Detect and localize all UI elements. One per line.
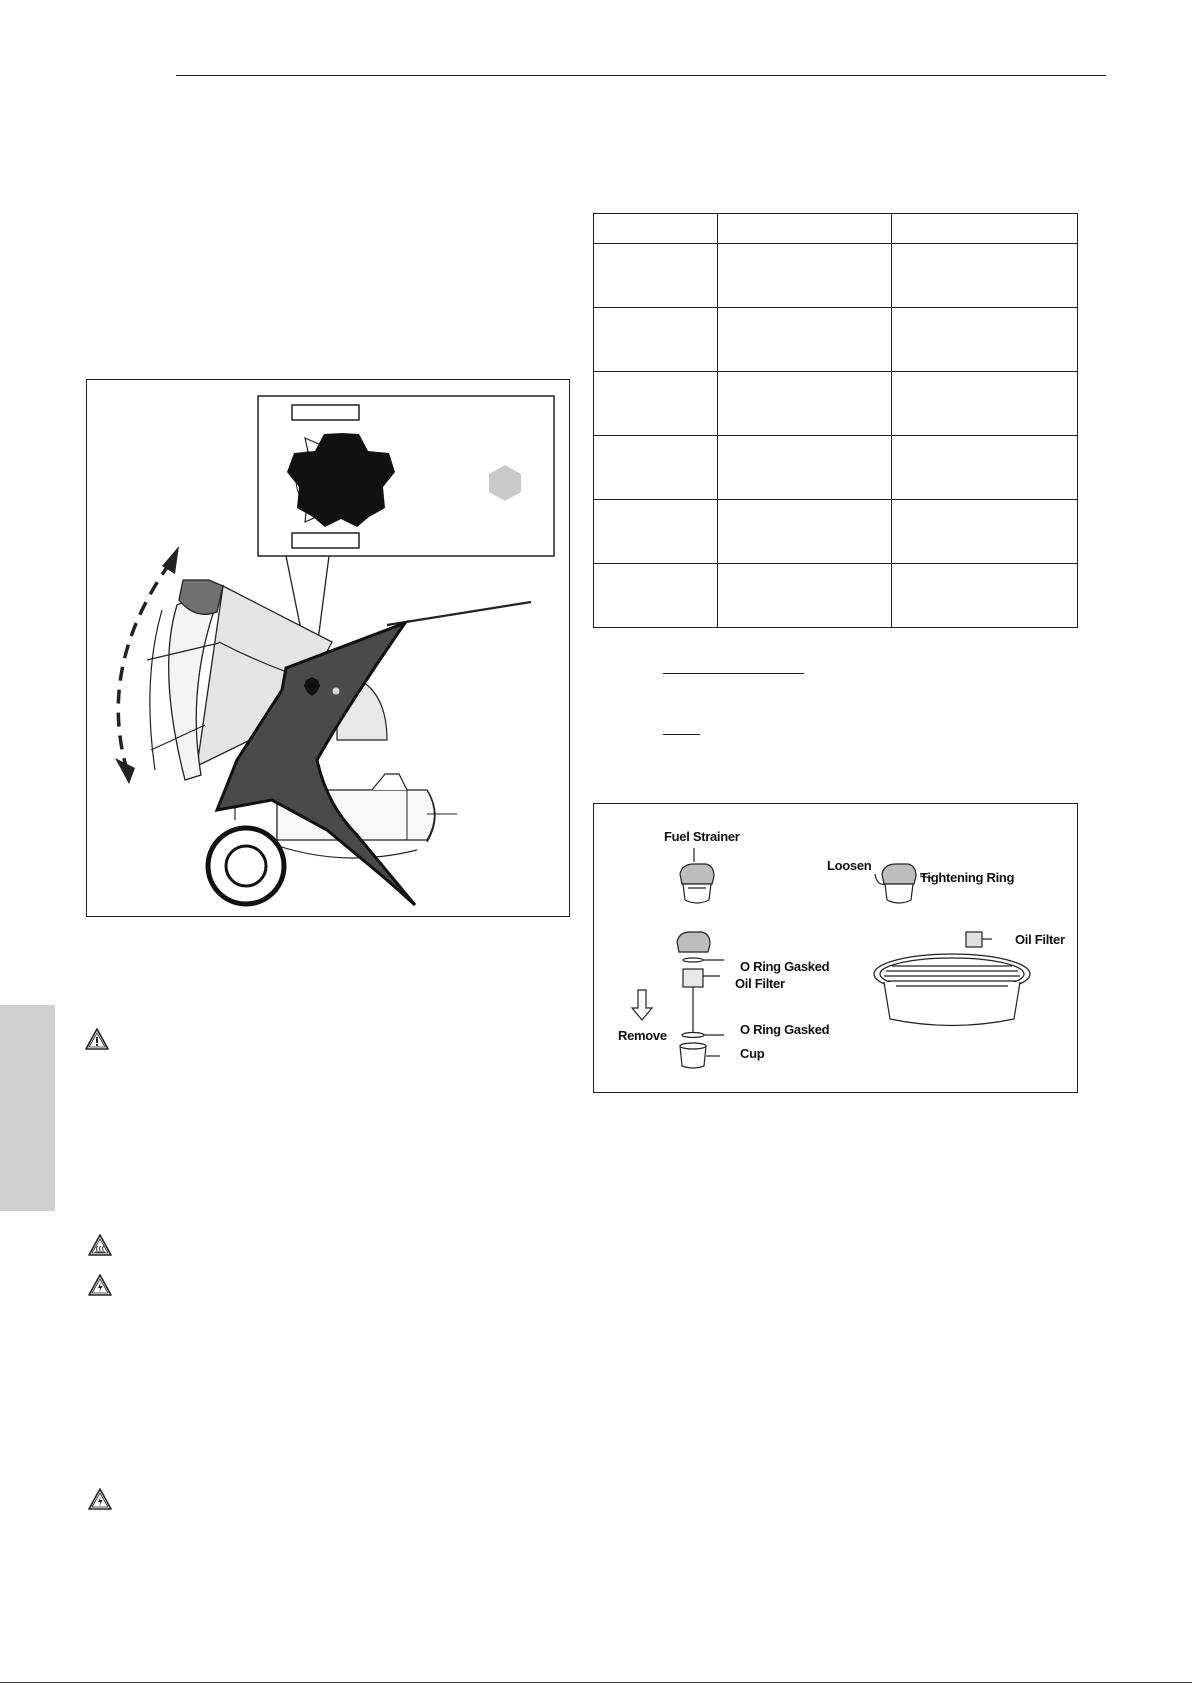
- electric-shock-icon: [88, 1488, 112, 1510]
- footer-rule: [0, 1682, 1192, 1683]
- heater-tilt-figure: [86, 379, 570, 917]
- electric-shock-icon: [88, 1274, 112, 1296]
- label-o-ring-1: O Ring Gasked: [740, 959, 830, 974]
- remove-arrow-icon: [632, 990, 652, 1020]
- label-fuel-strainer: Fuel Strainer: [664, 829, 740, 844]
- label-oil-filter-top: Oil Filter: [1015, 932, 1065, 947]
- table-row: [594, 500, 1078, 564]
- label-remove: Remove: [618, 1028, 667, 1043]
- knob-label-box-bottom: [292, 533, 359, 548]
- oil-filter-small-icon: [966, 932, 992, 947]
- underline-2: [663, 734, 700, 735]
- label-tightening-ring: Tightening Ring: [920, 870, 1015, 885]
- strainer-assembled-icon: [680, 848, 714, 903]
- table-row: [594, 564, 1078, 628]
- spec-table: [593, 213, 1078, 628]
- heater-tilt-drawing: [87, 380, 571, 918]
- handle-bar: [387, 602, 531, 625]
- swing-arrow: [118, 563, 170, 770]
- fuel-strainer-drawing: [594, 804, 1079, 1094]
- table-row: [594, 308, 1078, 372]
- label-oil-filter-mid: Oil Filter: [735, 976, 785, 991]
- table-header-row: [594, 214, 1078, 244]
- section-tab: [0, 1005, 55, 1211]
- table-row: [594, 372, 1078, 436]
- header-rule: [176, 75, 1106, 76]
- fuel-strainer-figure: [593, 803, 1078, 1093]
- hot-surface-icon: [88, 1234, 112, 1256]
- wheel-hub: [226, 846, 266, 886]
- underline-1: [663, 673, 804, 674]
- table-row: [594, 244, 1078, 308]
- exploded-view-icon: [677, 932, 724, 1068]
- cleaning-basin-icon: [874, 954, 1030, 1026]
- label-loosen: Loosen: [827, 858, 872, 873]
- label-cup: Cup: [740, 1046, 765, 1061]
- knob-label-box-top: [292, 405, 359, 420]
- warning-triangle-icon: [85, 1028, 109, 1050]
- table-row: [594, 436, 1078, 500]
- label-o-ring-2: O Ring Gasked: [740, 1022, 830, 1037]
